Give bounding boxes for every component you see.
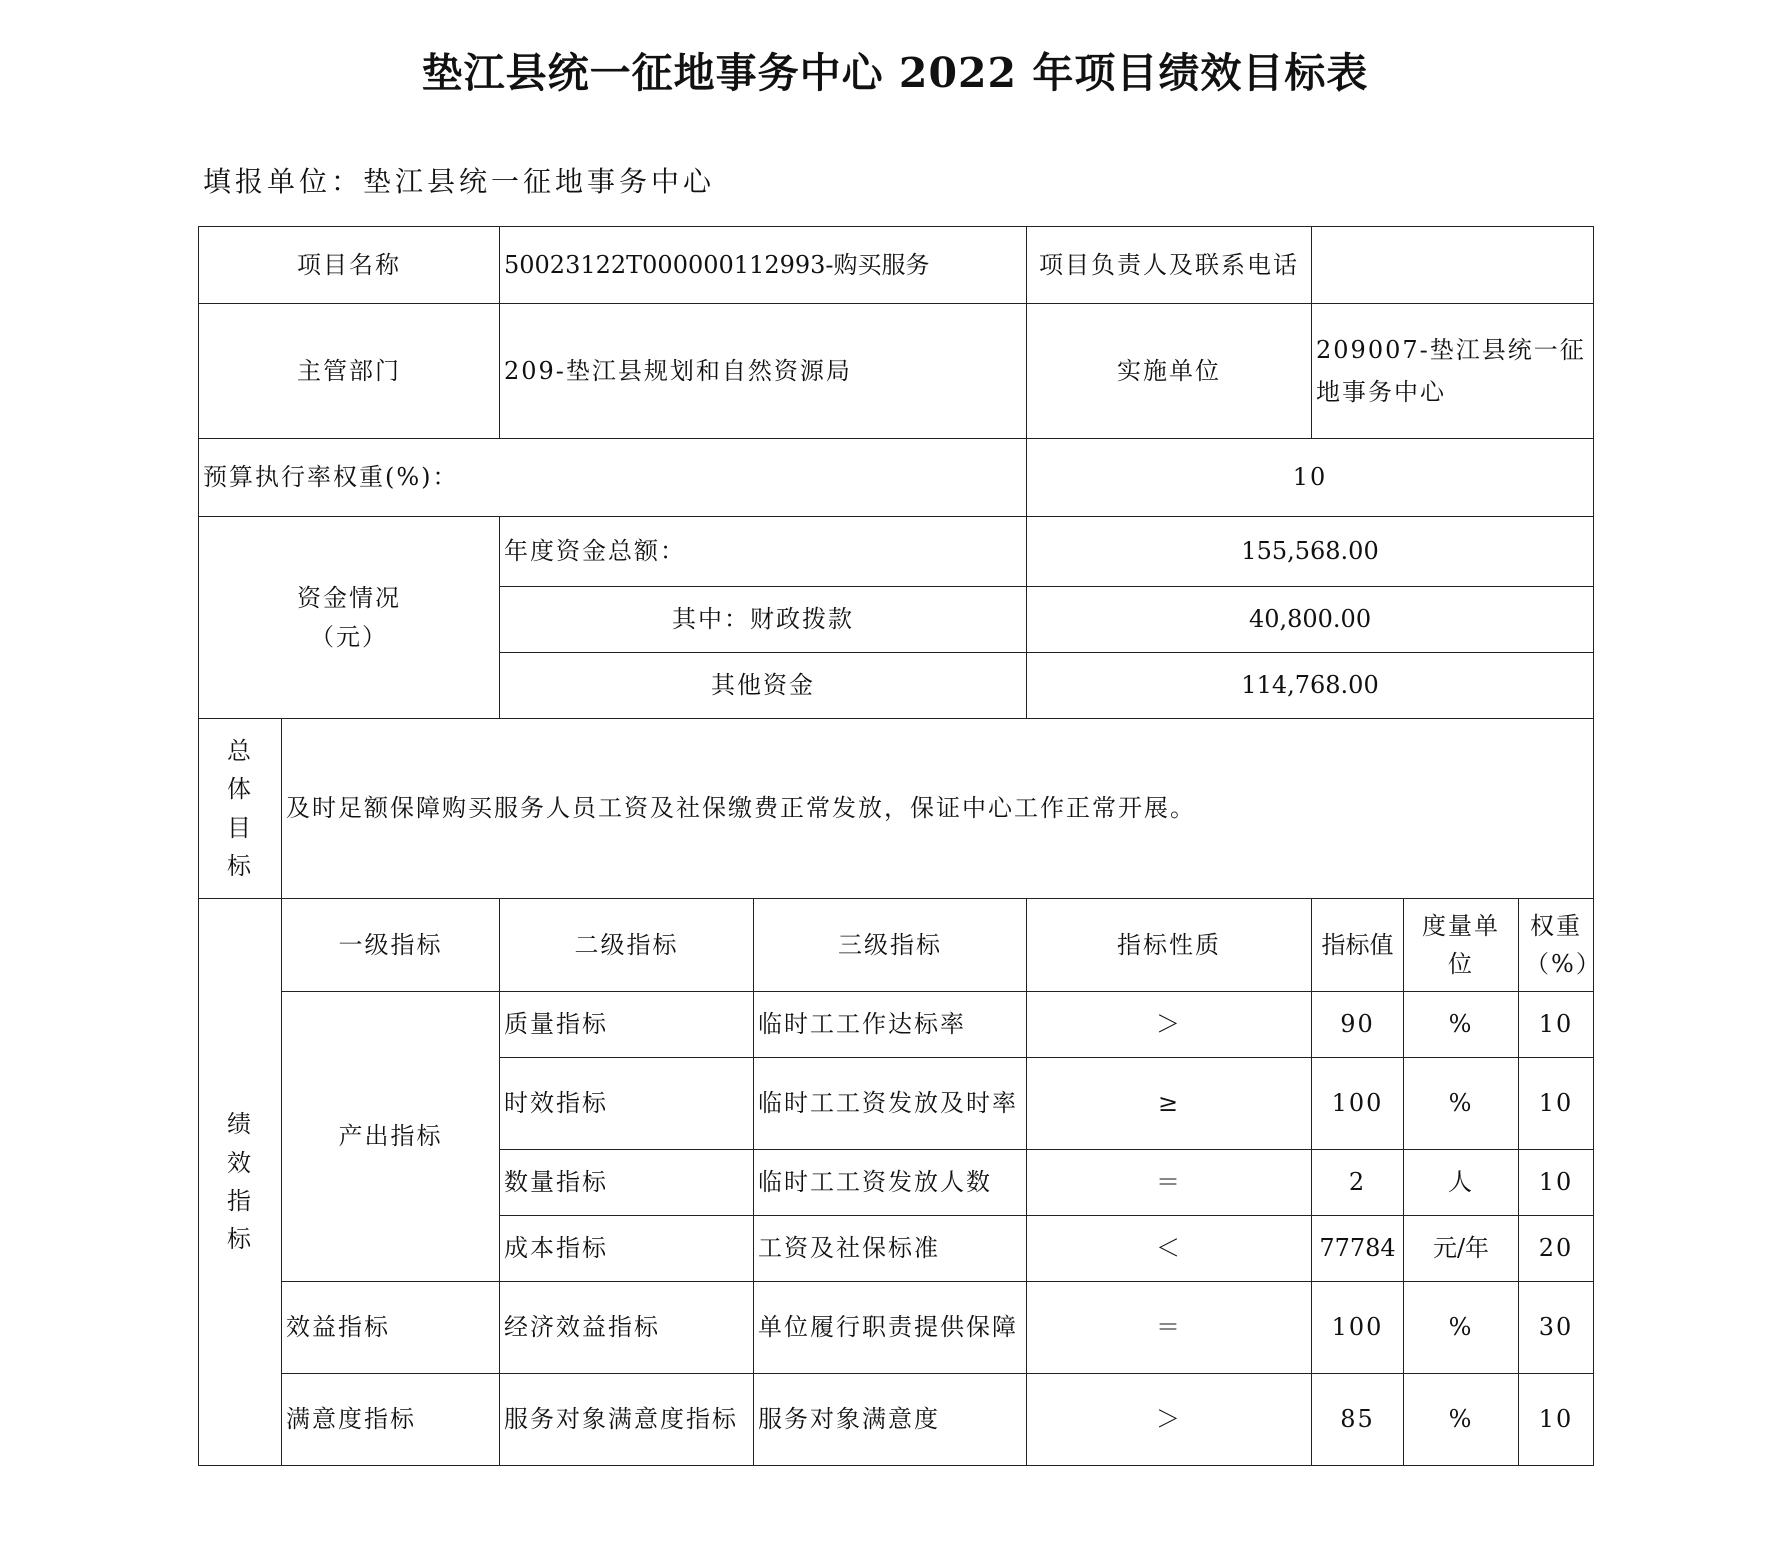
table-row	[199, 439, 1594, 517]
overall-goal-text: 及时足额保障购买服务人员工资及社保缴费正常发放，保证中心工作正常开展。	[282, 719, 1594, 899]
perf-indicator-char: 绩	[227, 1110, 253, 1139]
project-name-label: 项目名称	[199, 227, 500, 304]
overall-goal-char: 总	[227, 736, 253, 765]
weight-cell: 10	[1519, 992, 1594, 1058]
dept-label: 主管部门	[199, 304, 500, 439]
table-row	[199, 719, 1594, 899]
level2-cell: 时效指标	[500, 1058, 754, 1150]
level2-cell: 成本指标	[500, 1216, 754, 1282]
nature-cell: ＞	[1027, 1374, 1312, 1466]
unit-cell: %	[1404, 1374, 1519, 1466]
other-funds-label: 其他资金	[500, 653, 1027, 719]
header-nature: 指标性质	[1027, 899, 1312, 992]
reporting-unit: 填报单位：垫江县统一征地事务中心	[203, 165, 716, 198]
output-indicator-label: 产出指标	[282, 992, 500, 1282]
impl-label: 实施单位	[1027, 304, 1312, 439]
table-row	[199, 227, 1594, 304]
dept-value: 209-垫江县规划和自然资源局	[500, 304, 1027, 439]
level2-cell: 服务对象满意度指标	[500, 1374, 754, 1466]
table-row	[199, 1374, 1594, 1466]
level1-cell: 满意度指标	[282, 1374, 500, 1466]
funds-label	[199, 517, 500, 719]
perf-indicator-char: 标	[227, 1225, 253, 1254]
level2-cell: 质量指标	[500, 992, 754, 1058]
nature-cell: ＜	[1027, 1216, 1312, 1282]
overall-goal-char: 标	[227, 851, 253, 880]
funds-label-line2: （元）	[310, 622, 388, 651]
unit-cell: %	[1404, 1282, 1519, 1374]
level1-cell: 效益指标	[282, 1282, 500, 1374]
level3-cell: 单位履行职责提供保障	[754, 1282, 1027, 1374]
overall-goal-label	[199, 719, 282, 899]
header-level3: 三级指标	[754, 899, 1027, 992]
perf-indicator-label	[199, 899, 282, 1466]
table-row	[199, 1282, 1594, 1374]
weight-cell: 30	[1519, 1282, 1594, 1374]
unit-cell: 元/年	[1404, 1216, 1519, 1282]
value-cell: 77784	[1312, 1216, 1404, 1282]
value-cell: 90	[1312, 992, 1404, 1058]
level2-cell: 经济效益指标	[500, 1282, 754, 1374]
value-cell: 2	[1312, 1150, 1404, 1216]
perf-indicator-char: 效	[227, 1148, 253, 1177]
weight-cell: 10	[1519, 1374, 1594, 1466]
header-value: 指标值	[1312, 899, 1404, 992]
level2-cell: 数量指标	[500, 1150, 754, 1216]
unit-cell: %	[1404, 992, 1519, 1058]
table-row	[199, 304, 1594, 439]
nature-cell: ＝	[1027, 1282, 1312, 1374]
weight-cell: 10	[1519, 1058, 1594, 1150]
table-row	[199, 517, 1594, 587]
nature-cell: ≥	[1027, 1058, 1312, 1150]
page-title: 垫江县统一征地事务中心 2022 年项目绩效目标表	[421, 49, 1369, 97]
table-row	[199, 992, 1594, 1058]
contact-value	[1312, 227, 1594, 304]
nature-cell: ＝	[1027, 1150, 1312, 1216]
performance-target-table	[198, 226, 1602, 1466]
other-funds-value: 114,768.00	[1027, 653, 1594, 719]
header-level1: 一级指标	[282, 899, 500, 992]
unit-cell: 人	[1404, 1150, 1519, 1216]
total-funds-label: 年度资金总额：	[500, 517, 1027, 587]
overall-goal-char: 目	[227, 813, 253, 842]
contact-label: 项目负责人及联系电话	[1027, 227, 1312, 304]
total-funds-value: 155,568.00	[1027, 517, 1594, 587]
unit-cell: %	[1404, 1058, 1519, 1150]
header-weight: 权重（%）	[1519, 899, 1594, 992]
level3-cell: 服务对象满意度	[754, 1374, 1027, 1466]
budget-rate-value: 10	[1027, 439, 1594, 517]
perf-indicator-char: 指	[227, 1187, 253, 1215]
value-cell: 100	[1312, 1058, 1404, 1150]
fiscal-funds-value: 40,800.00	[1027, 587, 1594, 653]
value-cell: 100	[1312, 1282, 1404, 1374]
level3-cell: 临时工工资发放及时率	[754, 1058, 1027, 1150]
weight-cell: 20	[1519, 1216, 1594, 1282]
level3-cell: 工资及社保标准	[754, 1216, 1027, 1282]
header-unit: 度量单位	[1404, 899, 1519, 992]
table-row	[199, 899, 1594, 992]
impl-value: 209007-垫江县统一征地事务中心	[1312, 304, 1594, 439]
value-cell: 85	[1312, 1374, 1404, 1466]
nature-cell: ＞	[1027, 992, 1312, 1058]
weight-cell: 10	[1519, 1150, 1594, 1216]
budget-rate-label: 预算执行率权重(%)：	[199, 439, 1027, 517]
level3-cell: 临时工工作达标率	[754, 992, 1027, 1058]
overall-goal-char: 体	[227, 775, 253, 804]
fiscal-funds-label: 其中：财政拨款	[500, 587, 1027, 653]
header-level2: 二级指标	[500, 899, 754, 992]
project-name-value: 50023122T000000112993-购买服务	[500, 227, 1027, 304]
level3-cell: 临时工工资发放人数	[754, 1150, 1027, 1216]
funds-label-line1: 资金情况	[297, 584, 401, 613]
